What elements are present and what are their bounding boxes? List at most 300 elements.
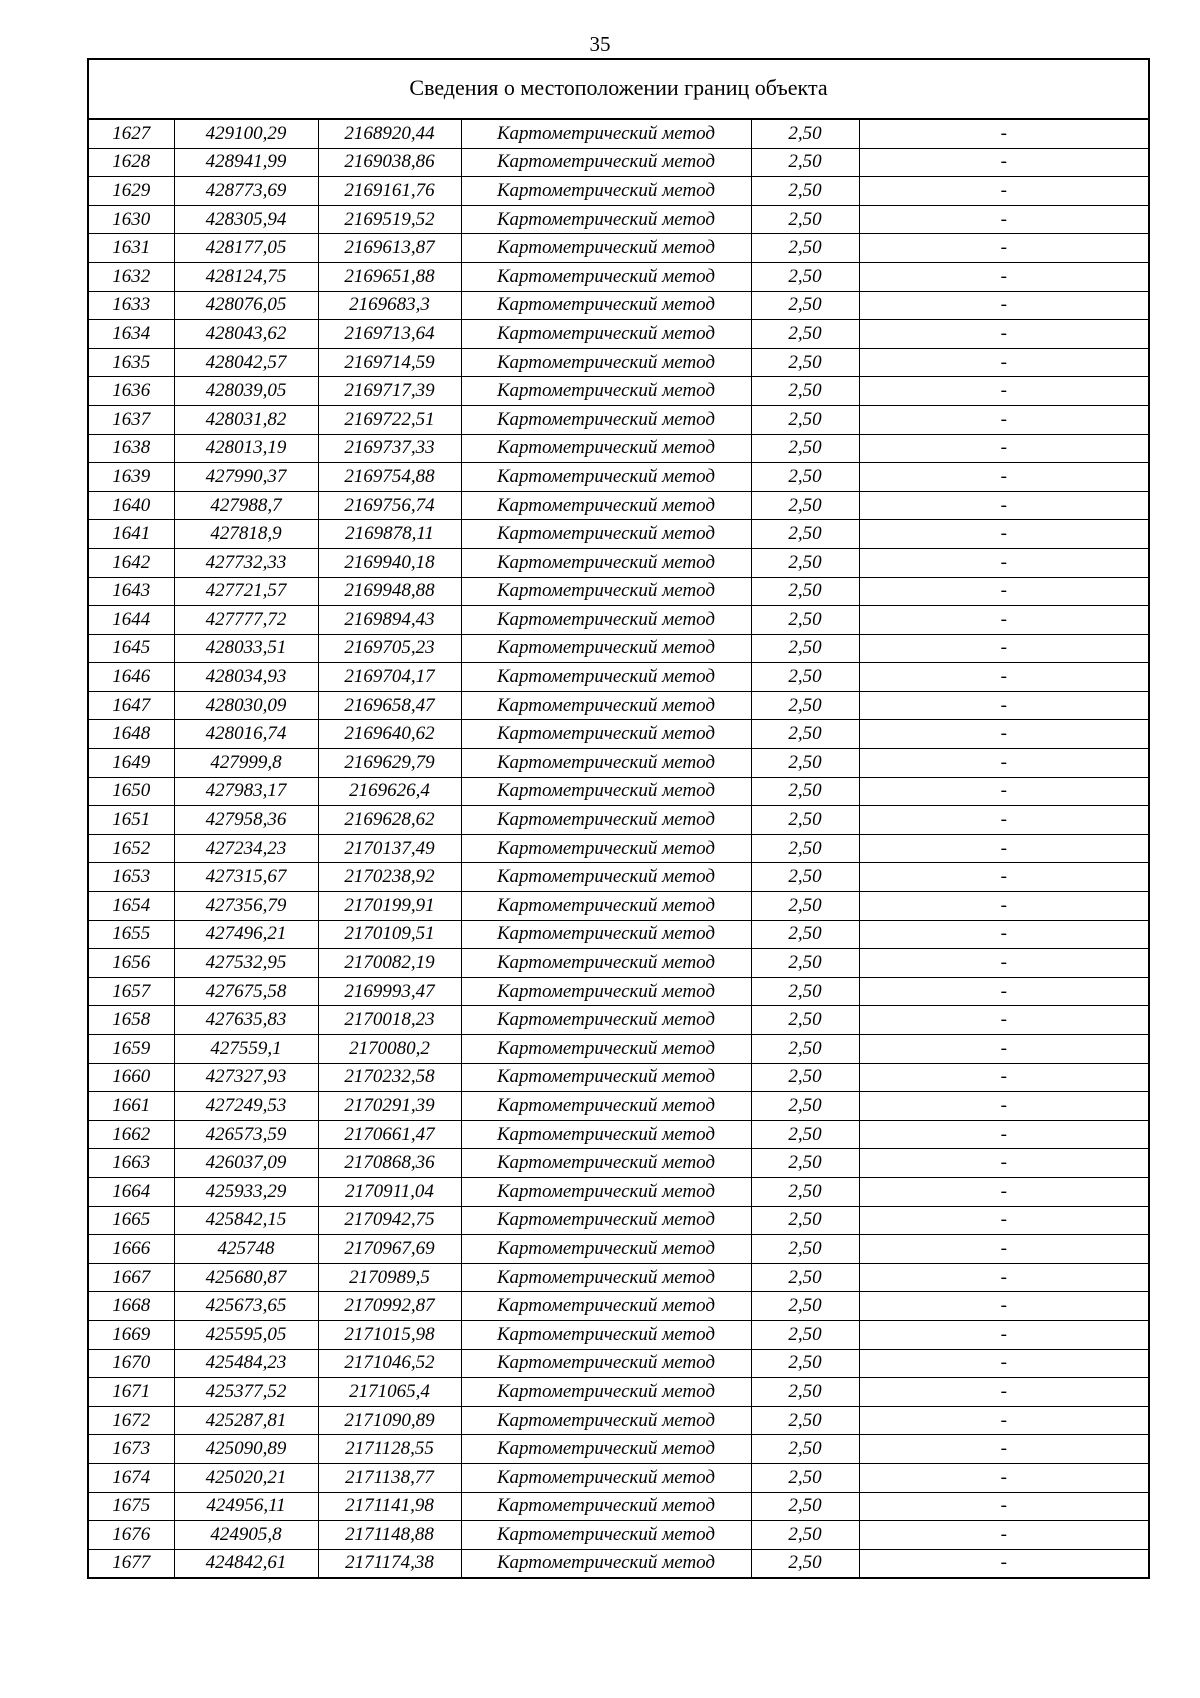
table-row — [89, 548, 1148, 577]
note-cell: - — [859, 1235, 1148, 1264]
accuracy-cell: 2,50 — [751, 977, 859, 1006]
note-cell: - — [859, 1521, 1148, 1550]
method-cell: Картометрический метод — [461, 177, 751, 206]
x-coordinate-cell: 427675,58 — [174, 977, 318, 1006]
note-cell: - — [859, 148, 1148, 177]
accuracy-cell: 2,50 — [751, 1235, 859, 1264]
note-cell: - — [859, 1320, 1148, 1349]
table-row — [89, 777, 1148, 806]
table-row — [89, 1406, 1148, 1435]
accuracy-cell: 2,50 — [751, 691, 859, 720]
method-cell: Картометрический метод — [461, 691, 751, 720]
x-coordinate-cell: 428013,19 — [174, 434, 318, 463]
x-coordinate-cell: 427559,1 — [174, 1035, 318, 1064]
table-row — [89, 1349, 1148, 1378]
y-coordinate-cell: 2169993,47 — [318, 977, 461, 1006]
y-coordinate-cell: 2169161,76 — [318, 177, 461, 206]
note-cell: - — [859, 548, 1148, 577]
method-cell: Картометрический метод — [461, 434, 751, 463]
point-number-cell: 1649 — [89, 749, 174, 778]
y-coordinate-cell: 2169948,88 — [318, 577, 461, 606]
table-row — [89, 1035, 1148, 1064]
y-coordinate-cell: 2170661,47 — [318, 1120, 461, 1149]
y-coordinate-cell: 2171015,98 — [318, 1320, 461, 1349]
accuracy-cell: 2,50 — [751, 1006, 859, 1035]
point-number-cell: 1657 — [89, 977, 174, 1006]
table-row — [89, 1263, 1148, 1292]
note-cell: - — [859, 1349, 1148, 1378]
table-row — [89, 148, 1148, 177]
x-coordinate-cell: 428043,62 — [174, 320, 318, 349]
x-coordinate-cell: 425933,29 — [174, 1177, 318, 1206]
table-row — [89, 1092, 1148, 1121]
y-coordinate-cell: 2169628,62 — [318, 806, 461, 835]
point-number-cell: 1645 — [89, 634, 174, 663]
y-coordinate-cell: 2171090,89 — [318, 1406, 461, 1435]
y-coordinate-cell: 2170232,58 — [318, 1063, 461, 1092]
accuracy-cell: 2,50 — [751, 1035, 859, 1064]
accuracy-cell: 2,50 — [751, 663, 859, 692]
accuracy-cell: 2,50 — [751, 463, 859, 492]
note-cell: - — [859, 1177, 1148, 1206]
accuracy-cell: 2,50 — [751, 1463, 859, 1492]
note-cell: - — [859, 749, 1148, 778]
accuracy-cell: 2,50 — [751, 262, 859, 291]
x-coordinate-cell: 428124,75 — [174, 262, 318, 291]
method-cell: Картометрический метод — [461, 1406, 751, 1435]
y-coordinate-cell: 2169519,52 — [318, 205, 461, 234]
note-cell: - — [859, 1035, 1148, 1064]
table-row — [89, 120, 1148, 148]
x-coordinate-cell: 425287,81 — [174, 1406, 318, 1435]
accuracy-cell: 2,50 — [751, 920, 859, 949]
coordinates-table — [89, 120, 1148, 1577]
method-cell: Картометрический метод — [461, 377, 751, 406]
y-coordinate-cell: 2169940,18 — [318, 548, 461, 577]
method-cell: Картометрический метод — [461, 892, 751, 921]
x-coordinate-cell: 428177,05 — [174, 234, 318, 263]
method-cell: Картометрический метод — [461, 1378, 751, 1407]
y-coordinate-cell: 2170109,51 — [318, 920, 461, 949]
x-coordinate-cell: 428031,82 — [174, 405, 318, 434]
accuracy-cell: 2,50 — [751, 863, 859, 892]
x-coordinate-cell: 427234,23 — [174, 834, 318, 863]
x-coordinate-cell: 427732,33 — [174, 548, 318, 577]
method-cell: Картометрический метод — [461, 663, 751, 692]
method-cell: Картометрический метод — [461, 1177, 751, 1206]
table-row — [89, 1521, 1148, 1550]
x-coordinate-cell: 425020,21 — [174, 1463, 318, 1492]
y-coordinate-cell: 2171046,52 — [318, 1349, 461, 1378]
note-cell: - — [859, 1092, 1148, 1121]
table-row — [89, 434, 1148, 463]
x-coordinate-cell: 427721,57 — [174, 577, 318, 606]
x-coordinate-cell: 427356,79 — [174, 892, 318, 921]
point-number-cell: 1654 — [89, 892, 174, 921]
method-cell: Картометрический метод — [461, 1063, 751, 1092]
point-number-cell: 1675 — [89, 1492, 174, 1521]
note-cell: - — [859, 663, 1148, 692]
x-coordinate-cell: 428773,69 — [174, 177, 318, 206]
point-number-cell: 1650 — [89, 777, 174, 806]
y-coordinate-cell: 2170911,04 — [318, 1177, 461, 1206]
x-coordinate-cell: 425595,05 — [174, 1320, 318, 1349]
x-coordinate-cell: 427496,21 — [174, 920, 318, 949]
accuracy-cell: 2,50 — [751, 320, 859, 349]
point-number-cell: 1659 — [89, 1035, 174, 1064]
accuracy-cell: 2,50 — [751, 491, 859, 520]
accuracy-cell: 2,50 — [751, 634, 859, 663]
accuracy-cell: 2,50 — [751, 892, 859, 921]
note-cell: - — [859, 1292, 1148, 1321]
x-coordinate-cell: 424956,11 — [174, 1492, 318, 1521]
x-coordinate-cell: 427999,8 — [174, 749, 318, 778]
point-number-cell: 1672 — [89, 1406, 174, 1435]
note-cell: - — [859, 1406, 1148, 1435]
table-row — [89, 1149, 1148, 1178]
method-cell: Картометрический метод — [461, 291, 751, 320]
accuracy-cell: 2,50 — [751, 377, 859, 406]
accuracy-cell: 2,50 — [751, 834, 859, 863]
point-number-cell: 1660 — [89, 1063, 174, 1092]
note-cell: - — [859, 720, 1148, 749]
y-coordinate-cell: 2169626,4 — [318, 777, 461, 806]
accuracy-cell: 2,50 — [751, 577, 859, 606]
table-row — [89, 1063, 1148, 1092]
point-number-cell: 1643 — [89, 577, 174, 606]
y-coordinate-cell: 2170989,5 — [318, 1263, 461, 1292]
point-number-cell: 1674 — [89, 1463, 174, 1492]
x-coordinate-cell: 425377,52 — [174, 1378, 318, 1407]
accuracy-cell: 2,50 — [751, 348, 859, 377]
y-coordinate-cell: 2169651,88 — [318, 262, 461, 291]
accuracy-cell: 2,50 — [751, 548, 859, 577]
table-row — [89, 262, 1148, 291]
table-row — [89, 377, 1148, 406]
point-number-cell: 1656 — [89, 949, 174, 978]
point-number-cell: 1642 — [89, 548, 174, 577]
method-cell: Картометрический метод — [461, 262, 751, 291]
point-number-cell: 1652 — [89, 834, 174, 863]
point-number-cell: 1633 — [89, 291, 174, 320]
x-coordinate-cell: 427532,95 — [174, 949, 318, 978]
y-coordinate-cell: 2168920,44 — [318, 120, 461, 148]
point-number-cell: 1676 — [89, 1521, 174, 1550]
x-coordinate-cell: 427983,17 — [174, 777, 318, 806]
method-cell: Картометрический метод — [461, 463, 751, 492]
note-cell: - — [859, 606, 1148, 635]
accuracy-cell: 2,50 — [751, 1320, 859, 1349]
y-coordinate-cell: 2171141,98 — [318, 1492, 461, 1521]
table-row — [89, 634, 1148, 663]
method-cell: Картометрический метод — [461, 920, 751, 949]
point-number-cell: 1670 — [89, 1349, 174, 1378]
method-cell: Картометрический метод — [461, 405, 751, 434]
note-cell: - — [859, 577, 1148, 606]
point-number-cell: 1644 — [89, 606, 174, 635]
table-row — [89, 863, 1148, 892]
x-coordinate-cell: 427315,67 — [174, 863, 318, 892]
note-cell: - — [859, 120, 1148, 148]
x-coordinate-cell: 428076,05 — [174, 291, 318, 320]
point-number-cell: 1638 — [89, 434, 174, 463]
method-cell: Картометрический метод — [461, 777, 751, 806]
table-row — [89, 1206, 1148, 1235]
y-coordinate-cell: 2169754,88 — [318, 463, 461, 492]
accuracy-cell: 2,50 — [751, 234, 859, 263]
point-number-cell: 1662 — [89, 1120, 174, 1149]
table-row — [89, 520, 1148, 549]
y-coordinate-cell: 2169704,17 — [318, 663, 461, 692]
note-cell: - — [859, 234, 1148, 263]
note-cell: - — [859, 177, 1148, 206]
method-cell: Картометрический метод — [461, 205, 751, 234]
y-coordinate-cell: 2170082,19 — [318, 949, 461, 978]
table-row — [89, 606, 1148, 635]
x-coordinate-cell: 427818,9 — [174, 520, 318, 549]
x-coordinate-cell: 427958,36 — [174, 806, 318, 835]
table-row — [89, 1492, 1148, 1521]
accuracy-cell: 2,50 — [751, 1206, 859, 1235]
method-cell: Картометрический метод — [461, 1549, 751, 1577]
x-coordinate-cell: 428030,09 — [174, 691, 318, 720]
x-coordinate-cell: 429100,29 — [174, 120, 318, 148]
table-row — [89, 920, 1148, 949]
y-coordinate-cell: 2170199,91 — [318, 892, 461, 921]
y-coordinate-cell: 2170992,87 — [318, 1292, 461, 1321]
point-number-cell: 1653 — [89, 863, 174, 892]
y-coordinate-cell: 2171174,38 — [318, 1549, 461, 1577]
method-cell: Картометрический метод — [461, 320, 751, 349]
method-cell: Картометрический метод — [461, 863, 751, 892]
note-cell: - — [859, 520, 1148, 549]
note-cell: - — [859, 463, 1148, 492]
y-coordinate-cell: 2171128,55 — [318, 1435, 461, 1464]
x-coordinate-cell: 425484,23 — [174, 1349, 318, 1378]
note-cell: - — [859, 777, 1148, 806]
note-cell: - — [859, 892, 1148, 921]
note-cell: - — [859, 262, 1148, 291]
y-coordinate-cell: 2169713,64 — [318, 320, 461, 349]
note-cell: - — [859, 634, 1148, 663]
note-cell: - — [859, 1063, 1148, 1092]
accuracy-cell: 2,50 — [751, 1263, 859, 1292]
method-cell: Картометрический метод — [461, 148, 751, 177]
method-cell: Картометрический метод — [461, 720, 751, 749]
point-number-cell: 1631 — [89, 234, 174, 263]
x-coordinate-cell: 427988,7 — [174, 491, 318, 520]
method-cell: Картометрический метод — [461, 1292, 751, 1321]
table-row — [89, 320, 1148, 349]
method-cell: Картометрический метод — [461, 120, 751, 148]
y-coordinate-cell: 2170291,39 — [318, 1092, 461, 1121]
method-cell: Картометрический метод — [461, 348, 751, 377]
table-row — [89, 405, 1148, 434]
y-coordinate-cell: 2169613,87 — [318, 234, 461, 263]
x-coordinate-cell: 428034,93 — [174, 663, 318, 692]
table-row — [89, 949, 1148, 978]
method-cell: Картометрический метод — [461, 977, 751, 1006]
method-cell: Картометрический метод — [461, 1463, 751, 1492]
accuracy-cell: 2,50 — [751, 1549, 859, 1577]
table-row — [89, 691, 1148, 720]
table-row — [89, 1120, 1148, 1149]
table-row — [89, 1320, 1148, 1349]
x-coordinate-cell: 426037,09 — [174, 1149, 318, 1178]
y-coordinate-cell: 2171065,4 — [318, 1378, 461, 1407]
point-number-cell: 1665 — [89, 1206, 174, 1235]
point-number-cell: 1666 — [89, 1235, 174, 1264]
point-number-cell: 1677 — [89, 1549, 174, 1577]
point-number-cell: 1651 — [89, 806, 174, 835]
point-number-cell: 1658 — [89, 1006, 174, 1035]
accuracy-cell: 2,50 — [751, 1406, 859, 1435]
point-number-cell: 1634 — [89, 320, 174, 349]
point-number-cell: 1636 — [89, 377, 174, 406]
y-coordinate-cell: 2170238,92 — [318, 863, 461, 892]
table-row — [89, 1378, 1148, 1407]
point-number-cell: 1637 — [89, 405, 174, 434]
table-row — [89, 1235, 1148, 1264]
x-coordinate-cell: 428305,94 — [174, 205, 318, 234]
accuracy-cell: 2,50 — [751, 949, 859, 978]
y-coordinate-cell: 2170967,69 — [318, 1235, 461, 1264]
accuracy-cell: 2,50 — [751, 291, 859, 320]
table-row — [89, 1006, 1148, 1035]
table-row — [89, 892, 1148, 921]
x-coordinate-cell: 424905,8 — [174, 1521, 318, 1550]
accuracy-cell: 2,50 — [751, 720, 859, 749]
point-number-cell: 1648 — [89, 720, 174, 749]
note-cell: - — [859, 1006, 1148, 1035]
method-cell: Картометрический метод — [461, 1035, 751, 1064]
y-coordinate-cell: 2169756,74 — [318, 491, 461, 520]
table-row — [89, 834, 1148, 863]
note-cell: - — [859, 491, 1148, 520]
note-cell: - — [859, 205, 1148, 234]
table-row — [89, 1177, 1148, 1206]
x-coordinate-cell: 428941,99 — [174, 148, 318, 177]
x-coordinate-cell: 428042,57 — [174, 348, 318, 377]
accuracy-cell: 2,50 — [751, 148, 859, 177]
note-cell: - — [859, 1378, 1148, 1407]
accuracy-cell: 2,50 — [751, 606, 859, 635]
x-coordinate-cell: 428033,51 — [174, 634, 318, 663]
point-number-cell: 1663 — [89, 1149, 174, 1178]
note-cell: - — [859, 920, 1148, 949]
y-coordinate-cell: 2170018,23 — [318, 1006, 461, 1035]
point-number-cell: 1641 — [89, 520, 174, 549]
y-coordinate-cell: 2169658,47 — [318, 691, 461, 720]
note-cell: - — [859, 291, 1148, 320]
table-row — [89, 1463, 1148, 1492]
method-cell: Картометрический метод — [461, 1006, 751, 1035]
point-number-cell: 1640 — [89, 491, 174, 520]
page-number: 35 — [589, 32, 611, 56]
x-coordinate-cell: 425748 — [174, 1235, 318, 1264]
point-number-cell: 1632 — [89, 262, 174, 291]
boundary-table — [87, 58, 1150, 1579]
point-number-cell: 1627 — [89, 120, 174, 148]
table-row — [89, 1549, 1148, 1577]
method-cell: Картометрический метод — [461, 234, 751, 263]
note-cell: - — [859, 1263, 1148, 1292]
accuracy-cell: 2,50 — [751, 777, 859, 806]
point-number-cell: 1647 — [89, 691, 174, 720]
point-number-cell: 1664 — [89, 1177, 174, 1206]
table-row — [89, 663, 1148, 692]
note-cell: - — [859, 1120, 1148, 1149]
method-cell: Картометрический метод — [461, 1349, 751, 1378]
accuracy-cell: 2,50 — [751, 1149, 859, 1178]
x-coordinate-cell: 425673,65 — [174, 1292, 318, 1321]
accuracy-cell: 2,50 — [751, 1492, 859, 1521]
method-cell: Картометрический метод — [461, 1492, 751, 1521]
note-cell: - — [859, 405, 1148, 434]
point-number-cell: 1628 — [89, 148, 174, 177]
method-cell: Картометрический метод — [461, 520, 751, 549]
point-number-cell: 1669 — [89, 1320, 174, 1349]
note-cell: - — [859, 1549, 1148, 1577]
y-coordinate-cell: 2170868,36 — [318, 1149, 461, 1178]
table-title: Сведения о местоположении границ объекта — [89, 60, 1148, 120]
table-row — [89, 491, 1148, 520]
y-coordinate-cell: 2169705,23 — [318, 634, 461, 663]
table-row — [89, 205, 1148, 234]
accuracy-cell: 2,50 — [751, 1435, 859, 1464]
y-coordinate-cell: 2169629,79 — [318, 749, 461, 778]
y-coordinate-cell: 2169737,33 — [318, 434, 461, 463]
note-cell: - — [859, 691, 1148, 720]
method-cell: Картометрический метод — [461, 606, 751, 635]
x-coordinate-cell: 427327,93 — [174, 1063, 318, 1092]
x-coordinate-cell: 424842,61 — [174, 1549, 318, 1577]
method-cell: Картометрический метод — [461, 491, 751, 520]
x-coordinate-cell: 427990,37 — [174, 463, 318, 492]
accuracy-cell: 2,50 — [751, 1292, 859, 1321]
x-coordinate-cell: 427249,53 — [174, 1092, 318, 1121]
y-coordinate-cell: 2169683,3 — [318, 291, 461, 320]
y-coordinate-cell: 2169894,43 — [318, 606, 461, 635]
method-cell: Картометрический метод — [461, 1263, 751, 1292]
note-cell: - — [859, 1463, 1148, 1492]
table-row — [89, 348, 1148, 377]
method-cell: Картометрический метод — [461, 1320, 751, 1349]
point-number-cell: 1635 — [89, 348, 174, 377]
method-cell: Картометрический метод — [461, 1435, 751, 1464]
table-row — [89, 463, 1148, 492]
point-number-cell: 1661 — [89, 1092, 174, 1121]
note-cell: - — [859, 377, 1148, 406]
note-cell: - — [859, 434, 1148, 463]
y-coordinate-cell: 2169878,11 — [318, 520, 461, 549]
y-coordinate-cell: 2171148,88 — [318, 1521, 461, 1550]
note-cell: - — [859, 1206, 1148, 1235]
method-cell: Картометрический метод — [461, 1149, 751, 1178]
point-number-cell: 1630 — [89, 205, 174, 234]
note-cell: - — [859, 1149, 1148, 1178]
note-cell: - — [859, 1492, 1148, 1521]
note-cell: - — [859, 806, 1148, 835]
table-row — [89, 234, 1148, 263]
accuracy-cell: 2,50 — [751, 520, 859, 549]
table-row — [89, 977, 1148, 1006]
x-coordinate-cell: 425842,15 — [174, 1206, 318, 1235]
y-coordinate-cell: 2170080,2 — [318, 1035, 461, 1064]
accuracy-cell: 2,50 — [751, 205, 859, 234]
note-cell: - — [859, 949, 1148, 978]
point-number-cell: 1655 — [89, 920, 174, 949]
